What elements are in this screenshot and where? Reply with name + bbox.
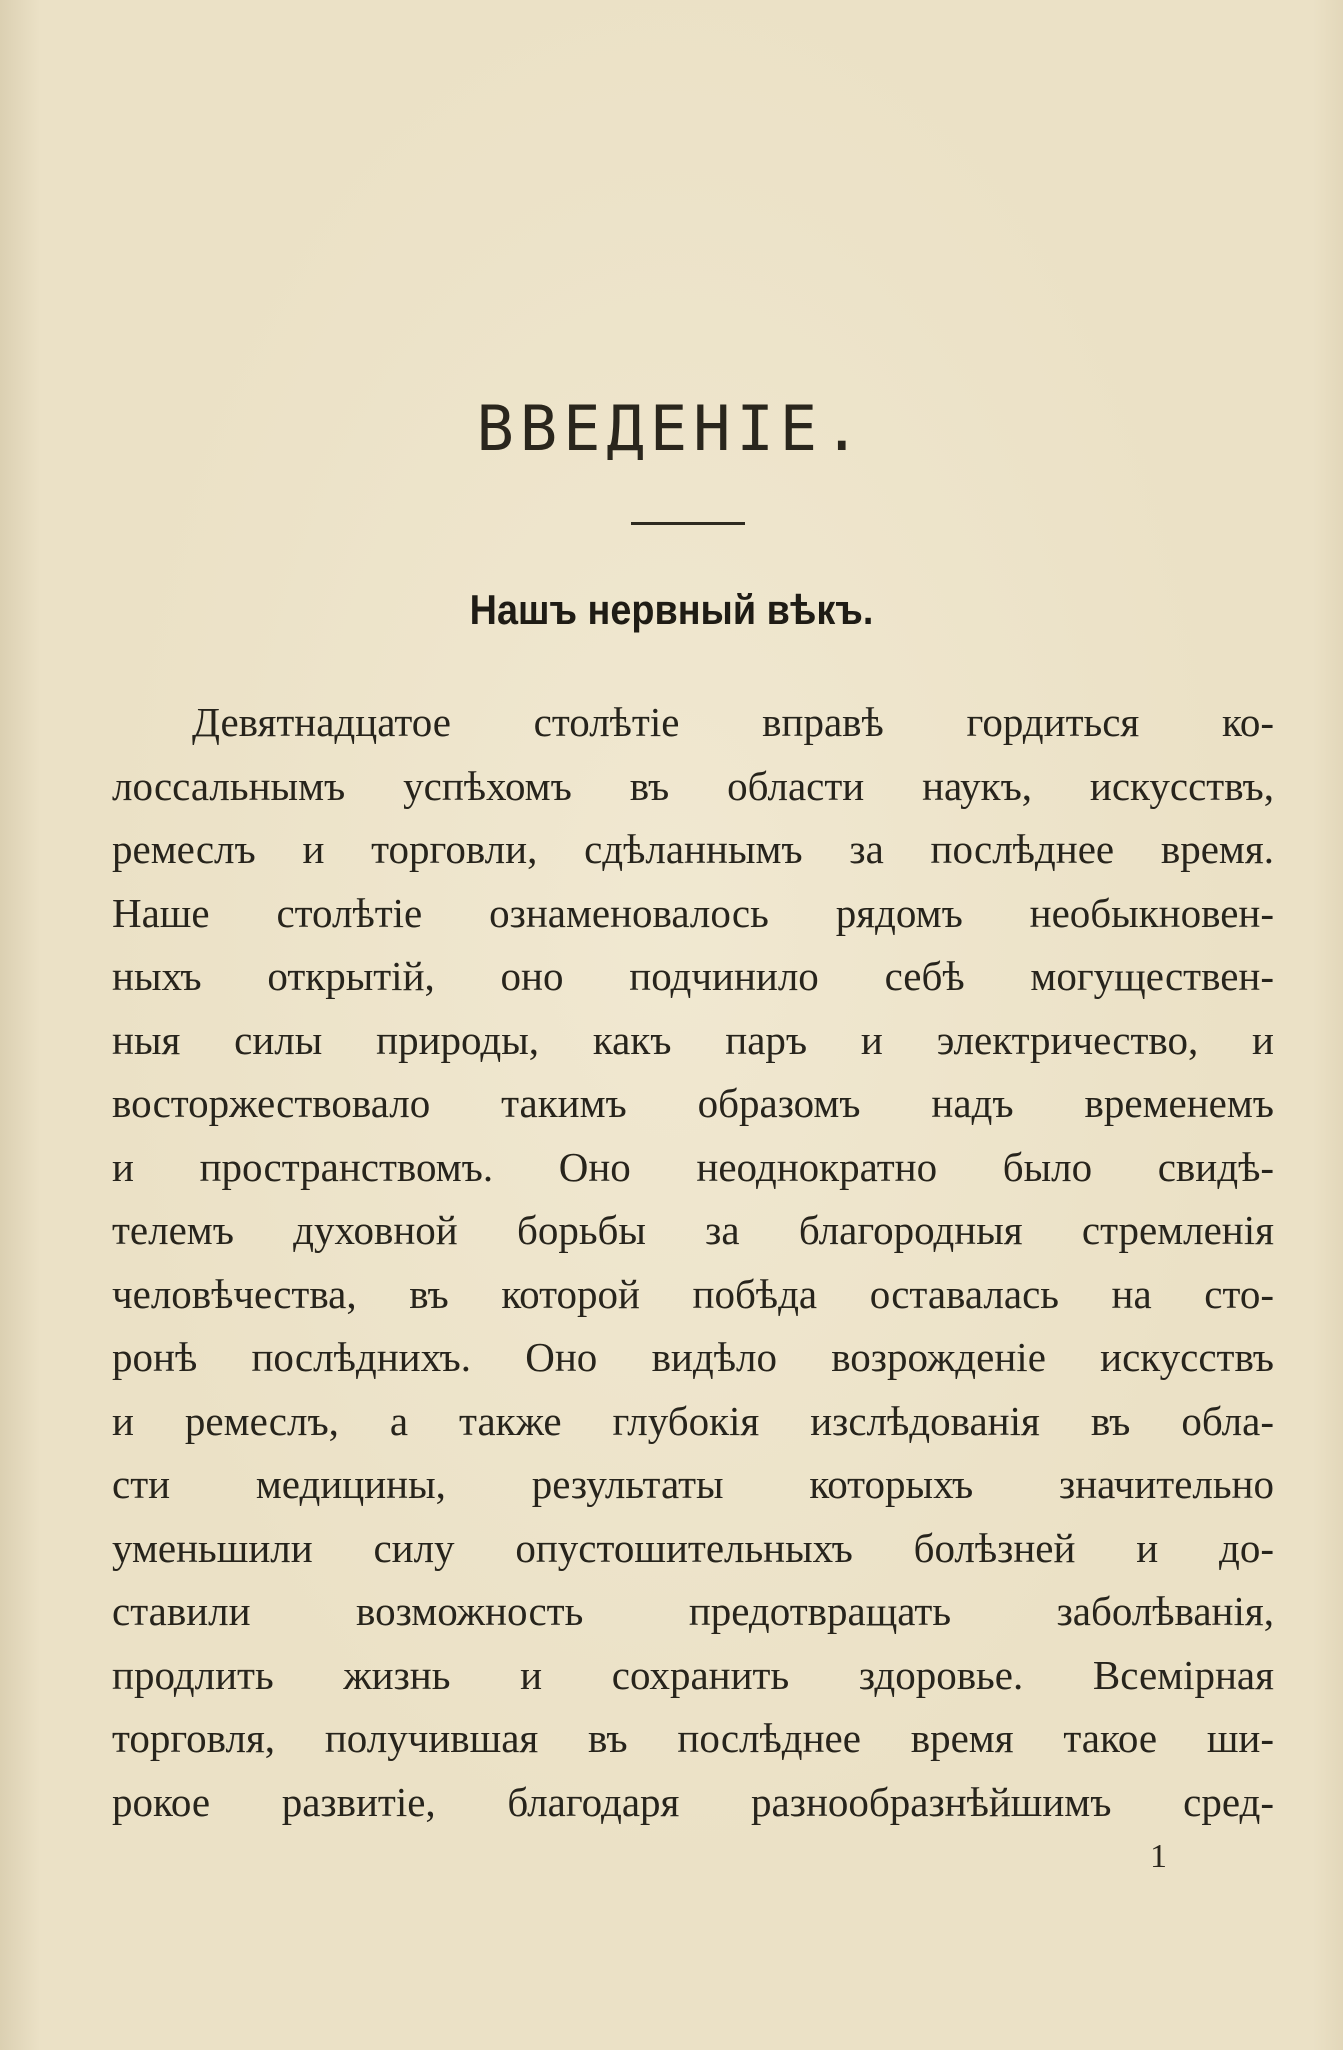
text-line: телемъ духовной борьбы за благородныя стремленія (112, 1207, 1274, 1253)
page-number: 1 (1150, 1838, 1167, 1875)
text-line: ронѣ послѣднихъ. Оно видѣло возрожденіе искусствъ (112, 1334, 1274, 1380)
text-line: и ремеслъ, а также глубокія изслѣдованія въ обла- (112, 1397, 1274, 1444)
text-line: ставили возможность предотвращать заболѣванія, (112, 1588, 1274, 1634)
text-line: рокое развитіе, благодаря разнообразнѣйшимъ сред- (112, 1778, 1274, 1825)
text-line: Наше столѣтіе ознаменовалось рядомъ необыкновен- (112, 889, 1274, 936)
text-line: восторжествовало такимъ образомъ надъ временемъ (112, 1080, 1274, 1126)
title-divider (631, 522, 745, 525)
chapter-title: ВВЕДЕНІЕ. (476, 392, 867, 465)
text-line: лоссальнымъ успѣхомъ въ области наукъ, искусствъ, (112, 762, 1274, 809)
text-line: Девятнадцатое столѣтіе вправѣ гордиться ко- (192, 699, 1274, 745)
text-line: ремеслъ и торговли, сдѣланнымъ за послѣднее время. (112, 826, 1274, 872)
text-line: уменьшили силу опустошительныхъ болѣзней и до- (112, 1524, 1274, 1571)
text-line: продлить жизнь и сохранить здоровье. Всемірная (112, 1651, 1274, 1698)
text-line: ныхъ открытій, оно подчинило себѣ могуществен- (112, 953, 1274, 999)
text-line: и пространствомъ. Оно неоднократно было свидѣ- (112, 1143, 1274, 1190)
section-title: Нашъ нервный вѣкъ. (469, 586, 874, 633)
text-line: торговля, получившая въ послѣднее время такое ши- (112, 1715, 1274, 1761)
text-line: сти медицины, результаты которыхъ значительно (112, 1461, 1274, 1507)
body-paragraph (112, 691, 1274, 1834)
text-line: человѣчества, въ которой побѣда оставалась на сто- (112, 1270, 1274, 1317)
text-line: ныя силы природы, какъ паръ и электричество, и (112, 1016, 1274, 1063)
